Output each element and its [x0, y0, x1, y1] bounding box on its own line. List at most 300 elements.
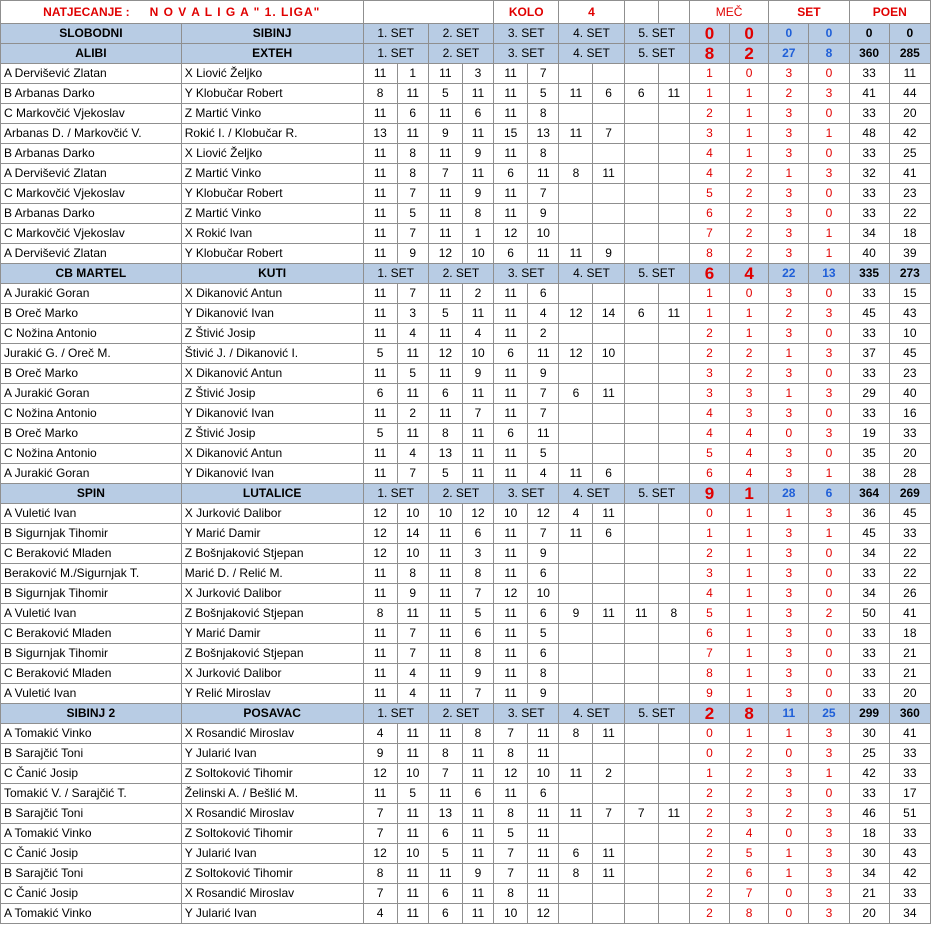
sets-score: 3 [809, 84, 849, 104]
score-cell: 12 [428, 344, 462, 364]
competition-header-row [1, 1, 931, 24]
score-cell: 11 [428, 624, 462, 644]
score-cell: 6 [494, 244, 528, 264]
score-cell: 5 [462, 604, 493, 624]
away-player: Y Jularić Ivan [181, 744, 363, 764]
match-header-row [1, 264, 931, 284]
sets-score: 0 [809, 564, 849, 584]
sets-score: 1 [809, 124, 849, 144]
score-cell: 5 [363, 344, 397, 364]
away-player: X Rosandić Miroslav [181, 804, 363, 824]
match-header-row [1, 704, 931, 724]
sets-score: 3 [769, 124, 809, 144]
points-home: 0 [849, 24, 889, 44]
score-cell: 8 [397, 144, 428, 164]
points-score: 42 [889, 864, 930, 884]
score-cell: 6 [528, 284, 559, 304]
score-cell: 6 [494, 164, 528, 184]
score-cell: 9 [559, 604, 593, 624]
table-row [1, 864, 931, 884]
score-cell [658, 64, 689, 84]
score-cell: 8 [363, 84, 397, 104]
score-cell: 11 [363, 684, 397, 704]
match-running-score: 1 [689, 764, 729, 784]
points-away: 269 [889, 484, 930, 504]
set-header-3: 3. SET [494, 24, 559, 44]
score-cell [624, 104, 658, 124]
points-score: 25 [849, 744, 889, 764]
score-cell: 11 [363, 404, 397, 424]
score-cell: 11 [593, 604, 624, 624]
points-score: 23 [889, 184, 930, 204]
set-header-4: 4. SET [559, 24, 624, 44]
sets-score: 0 [769, 884, 809, 904]
away-player: Z Štivić Josip [181, 324, 363, 344]
away-player: Rokić I. / Klobučar R. [181, 124, 363, 144]
match-running-score: 2 [730, 164, 769, 184]
score-cell [559, 884, 593, 904]
score-cell: 8 [528, 144, 559, 164]
score-cell: 4 [462, 324, 493, 344]
score-cell: 11 [397, 804, 428, 824]
score-cell [658, 464, 689, 484]
score-cell: 11 [494, 544, 528, 564]
score-cell: 11 [397, 344, 428, 364]
sets-score: 0 [769, 744, 809, 764]
score-cell: 2 [462, 284, 493, 304]
sets-score: 1 [769, 504, 809, 524]
sets-score: 0 [809, 584, 849, 604]
home-player: C Beraković Mladen [1, 664, 182, 684]
sets-score: 0 [809, 684, 849, 704]
match-running-score: 2 [730, 364, 769, 384]
score-cell: 10 [528, 584, 559, 604]
score-cell: 1 [397, 64, 428, 84]
score-cell: 4 [363, 904, 397, 924]
sets-score: 2 [809, 604, 849, 624]
set-header-4: 4. SET [559, 704, 624, 724]
home-player: B Arbanas Darko [1, 84, 182, 104]
match-running-score: 8 [689, 664, 729, 684]
score-cell [624, 504, 658, 524]
score-cell: 8 [528, 104, 559, 124]
score-cell: 11 [363, 564, 397, 584]
score-cell [658, 204, 689, 224]
score-cell: 10 [494, 504, 528, 524]
away-team-name: POSAVAC [181, 704, 363, 724]
home-player: B Sarajčić Toni [1, 744, 182, 764]
score-cell [559, 144, 593, 164]
away-player: Y Dikanović Ivan [181, 404, 363, 424]
score-cell: 12 [363, 504, 397, 524]
score-cell: 8 [559, 864, 593, 884]
sets-score: 0 [809, 404, 849, 424]
home-player: A Vuletić Ivan [1, 604, 182, 624]
set-label: SET [769, 1, 849, 24]
points-score: 33 [849, 284, 889, 304]
table-row [1, 684, 931, 704]
home-player: C Nožina Antonio [1, 404, 182, 424]
score-cell [593, 784, 624, 804]
score-cell: 11 [397, 604, 428, 624]
score-cell: 11 [428, 784, 462, 804]
score-cell [593, 284, 624, 304]
score-cell: 7 [494, 724, 528, 744]
sets-score: 0 [809, 284, 849, 304]
table-row [1, 164, 931, 184]
table-row [1, 344, 931, 364]
score-cell: 11 [559, 804, 593, 824]
match-running-score: 0 [689, 724, 729, 744]
home-player: C Nožina Antonio [1, 444, 182, 464]
score-cell [624, 224, 658, 244]
score-cell: 11 [462, 84, 493, 104]
points-score: 33 [849, 204, 889, 224]
set-header-1: 1. SET [363, 44, 428, 64]
sets-score: 3 [809, 304, 849, 324]
score-cell: 11 [462, 764, 493, 784]
score-cell [658, 184, 689, 204]
table-row [1, 904, 931, 924]
points-score: 44 [889, 84, 930, 104]
match-running-score: 4 [689, 404, 729, 424]
score-cell: 11 [363, 624, 397, 644]
set-header-2: 2. SET [428, 704, 493, 724]
home-player: B Arbanas Darko [1, 204, 182, 224]
score-cell: 8 [462, 724, 493, 744]
score-cell: 12 [494, 224, 528, 244]
score-cell: 11 [593, 724, 624, 744]
points-score: 33 [849, 324, 889, 344]
points-score: 18 [889, 224, 930, 244]
score-cell [658, 124, 689, 144]
home-player: B Arbanas Darko [1, 144, 182, 164]
score-cell: 11 [494, 144, 528, 164]
match-header-row [1, 484, 931, 504]
points-score: 33 [849, 144, 889, 164]
score-cell [593, 444, 624, 464]
match-running-score: 1 [689, 524, 729, 544]
score-cell [593, 144, 624, 164]
match-running-score: 1 [730, 584, 769, 604]
points-score: 33 [849, 564, 889, 584]
sets-score: 3 [769, 684, 809, 704]
sets-score: 3 [769, 604, 809, 624]
score-cell: 7 [397, 184, 428, 204]
sets-score: 3 [769, 224, 809, 244]
score-cell: 11 [494, 664, 528, 684]
score-cell: 11 [363, 644, 397, 664]
blank-cell [363, 1, 494, 24]
away-player: Z Štivić Josip [181, 384, 363, 404]
score-cell: 11 [528, 744, 559, 764]
sets-score: 0 [809, 104, 849, 124]
table-row [1, 204, 931, 224]
match-running-score: 5 [730, 844, 769, 864]
score-cell: 11 [462, 804, 493, 824]
table-row [1, 504, 931, 524]
score-cell [559, 684, 593, 704]
score-cell [658, 884, 689, 904]
score-cell: 5 [528, 444, 559, 464]
score-cell: 11 [363, 104, 397, 124]
score-cell [593, 224, 624, 244]
points-score: 15 [889, 284, 930, 304]
sets-score: 3 [809, 504, 849, 524]
away-player: Y Klobučar Robert [181, 244, 363, 264]
score-cell: 11 [363, 244, 397, 264]
away-player: Z Martić Vinko [181, 164, 363, 184]
sets-score: 3 [769, 524, 809, 544]
home-player: B Sarajčić Toni [1, 864, 182, 884]
score-cell: 10 [528, 224, 559, 244]
score-cell: 11 [428, 204, 462, 224]
away-player: X Jurković Dalibor [181, 504, 363, 524]
match-running-score: 8 [730, 904, 769, 924]
score-cell [593, 544, 624, 564]
sets-score: 3 [769, 444, 809, 464]
score-cell: 14 [397, 524, 428, 544]
match-running-score: 1 [689, 284, 729, 304]
score-cell: 4 [363, 724, 397, 744]
sets-score: 3 [809, 804, 849, 824]
sets-score: 1 [769, 844, 809, 864]
match-running-score: 1 [689, 304, 729, 324]
match-running-score: 1 [730, 84, 769, 104]
score-cell: 6 [528, 604, 559, 624]
score-cell: 11 [494, 84, 528, 104]
score-cell: 7 [397, 224, 428, 244]
home-player: A Jurakić Goran [1, 384, 182, 404]
home-player: B Sigurnjak Tihomir [1, 524, 182, 544]
away-player: Y Relić Miroslav [181, 684, 363, 704]
score-cell: 8 [559, 724, 593, 744]
score-cell: 12 [363, 524, 397, 544]
score-cell: 7 [593, 124, 624, 144]
match-won-home: 2 [689, 704, 729, 724]
competition-label: NATJECANJE : N O V A L I G A " 1. LIGA" [1, 1, 364, 24]
sets-score: 3 [809, 384, 849, 404]
set-header-4: 4. SET [559, 264, 624, 284]
table-row [1, 724, 931, 744]
score-cell [658, 664, 689, 684]
score-cell: 11 [494, 784, 528, 804]
match-running-score: 2 [689, 864, 729, 884]
home-player: B Oreč Marko [1, 424, 182, 444]
sets-score: 3 [769, 64, 809, 84]
sets-score: 3 [809, 844, 849, 864]
score-cell: 11 [428, 864, 462, 884]
score-cell [624, 404, 658, 424]
score-cell [559, 324, 593, 344]
score-cell: 12 [363, 844, 397, 864]
sets-score: 1 [809, 464, 849, 484]
score-cell: 6 [428, 824, 462, 844]
table-row [1, 544, 931, 564]
home-player: A Dervišević Zlatan [1, 244, 182, 264]
sets-score: 3 [809, 724, 849, 744]
match-won-home: 9 [689, 484, 729, 504]
set-header-3: 3. SET [494, 484, 559, 504]
points-score: 38 [849, 464, 889, 484]
score-cell [593, 584, 624, 604]
score-cell: 11 [462, 424, 493, 444]
score-cell [658, 744, 689, 764]
score-cell [658, 544, 689, 564]
score-cell: 8 [363, 604, 397, 624]
score-cell: 11 [428, 604, 462, 624]
match-won-home: 0 [689, 24, 729, 44]
away-player: X Rosandić Miroslav [181, 724, 363, 744]
score-cell: 7 [528, 524, 559, 544]
score-cell [624, 904, 658, 924]
score-cell: 7 [462, 404, 493, 424]
points-score: 34 [849, 864, 889, 884]
match-running-score: 5 [689, 184, 729, 204]
sets-score: 3 [809, 164, 849, 184]
score-cell [624, 324, 658, 344]
score-cell: 12 [462, 504, 493, 524]
score-cell: 11 [494, 564, 528, 584]
away-player: Z Martić Vinko [181, 204, 363, 224]
score-cell [624, 564, 658, 584]
score-cell [658, 344, 689, 364]
table-row [1, 424, 931, 444]
score-cell: 11 [528, 804, 559, 824]
match-won-home: 8 [689, 44, 729, 64]
score-cell: 11 [559, 524, 593, 544]
score-cell: 11 [462, 124, 493, 144]
score-cell: 11 [428, 324, 462, 344]
blank-cell [624, 1, 658, 24]
points-home: 360 [849, 44, 889, 64]
sets-score: 0 [769, 904, 809, 924]
points-score: 50 [849, 604, 889, 624]
score-cell [658, 904, 689, 924]
set-header-2: 2. SET [428, 24, 493, 44]
score-cell: 2 [397, 404, 428, 424]
match-running-score: 1 [730, 604, 769, 624]
score-cell: 4 [528, 304, 559, 324]
score-cell: 9 [397, 244, 428, 264]
score-cell [593, 324, 624, 344]
score-cell: 11 [363, 204, 397, 224]
score-cell: 10 [528, 764, 559, 784]
match-running-score: 7 [689, 644, 729, 664]
score-cell: 6 [462, 104, 493, 124]
score-cell [624, 144, 658, 164]
points-score: 22 [889, 544, 930, 564]
score-cell: 9 [428, 124, 462, 144]
home-player: A Tomakić Vinko [1, 904, 182, 924]
points-score: 33 [889, 884, 930, 904]
away-player: Y Dikanović Ivan [181, 304, 363, 324]
points-score: 34 [849, 584, 889, 604]
score-cell: 11 [428, 104, 462, 124]
score-cell: 4 [397, 324, 428, 344]
points-score: 45 [849, 304, 889, 324]
home-player: Jurakić G. / Oreč M. [1, 344, 182, 364]
score-cell: 11 [428, 144, 462, 164]
score-cell: 9 [593, 244, 624, 264]
home-player: B Oreč Marko [1, 364, 182, 384]
score-cell: 9 [528, 204, 559, 224]
score-cell: 3 [462, 64, 493, 84]
score-cell [624, 824, 658, 844]
sets-score: 0 [809, 784, 849, 804]
home-player: B Sigurnjak Tihomir [1, 584, 182, 604]
score-cell: 6 [363, 384, 397, 404]
match-running-score: 3 [689, 384, 729, 404]
score-cell [559, 624, 593, 644]
match-running-score: 1 [730, 144, 769, 164]
table-row [1, 624, 931, 644]
score-cell [658, 384, 689, 404]
score-cell: 8 [494, 804, 528, 824]
match-running-score: 3 [689, 364, 729, 384]
sets-score: 3 [769, 284, 809, 304]
score-cell [658, 824, 689, 844]
score-cell [559, 784, 593, 804]
match-running-score: 7 [689, 224, 729, 244]
sets-score: 0 [809, 544, 849, 564]
match-running-score: 2 [689, 824, 729, 844]
sets-score: 3 [769, 364, 809, 384]
score-cell: 9 [462, 144, 493, 164]
away-player: Y Jularić Ivan [181, 844, 363, 864]
score-cell: 11 [494, 684, 528, 704]
sets-score: 3 [769, 324, 809, 344]
score-cell: 4 [397, 664, 428, 684]
table-row [1, 224, 931, 244]
match-running-score: 9 [689, 684, 729, 704]
score-cell: 12 [363, 764, 397, 784]
score-cell: 6 [593, 524, 624, 544]
score-cell: 11 [658, 84, 689, 104]
score-cell: 7 [624, 804, 658, 824]
score-cell: 8 [658, 604, 689, 624]
score-cell: 5 [397, 204, 428, 224]
score-cell [624, 284, 658, 304]
score-cell: 1 [462, 224, 493, 244]
score-cell [624, 664, 658, 684]
away-player: X Rosandić Miroslav [181, 884, 363, 904]
score-cell [658, 564, 689, 584]
points-away: 285 [889, 44, 930, 64]
score-cell: 11 [494, 324, 528, 344]
score-cell [624, 64, 658, 84]
home-team-name: SPIN [1, 484, 182, 504]
score-cell [624, 444, 658, 464]
home-player: A Vuletić Ivan [1, 684, 182, 704]
set-header-2: 2. SET [428, 44, 493, 64]
score-cell: 2 [528, 324, 559, 344]
score-cell: 11 [397, 84, 428, 104]
score-cell: 11 [624, 604, 658, 624]
home-player: A Jurakić Goran [1, 464, 182, 484]
sets-score: 3 [769, 404, 809, 424]
sets-score: 0 [809, 624, 849, 644]
match-running-score: 2 [730, 244, 769, 264]
score-cell: 12 [559, 344, 593, 364]
points-score: 45 [889, 504, 930, 524]
score-cell [559, 584, 593, 604]
home-player: A Dervišević Zlatan [1, 64, 182, 84]
points-score: 35 [849, 444, 889, 464]
score-cell: 11 [462, 904, 493, 924]
sets-score: 0 [809, 364, 849, 384]
points-home: 335 [849, 264, 889, 284]
